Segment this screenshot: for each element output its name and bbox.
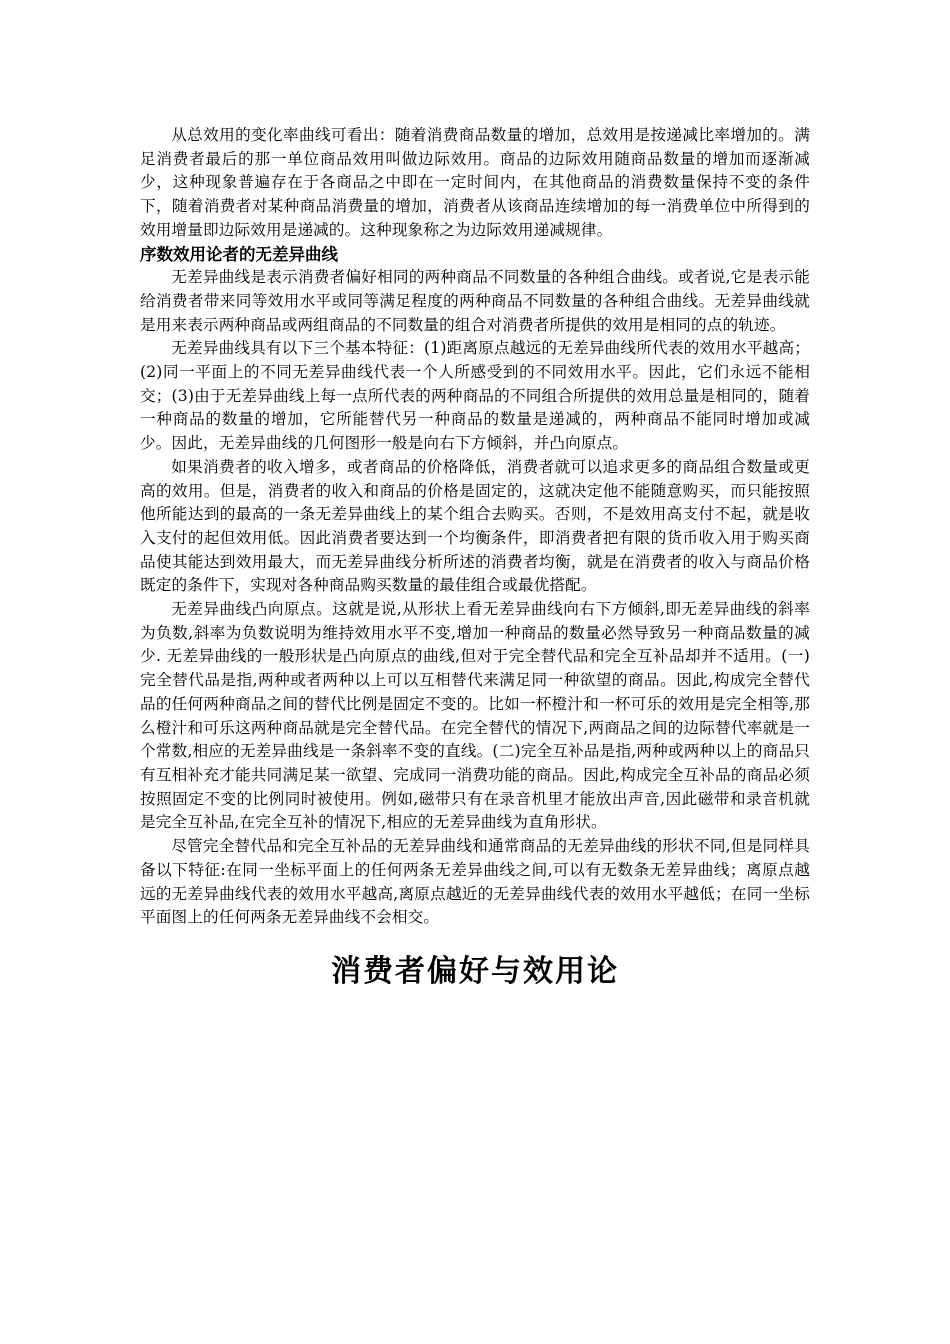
paragraph-consumer-equilibrium: 如果消费者的收入增多，或者商品的价格降低，消费者就可以追求更多的商品组合数量或更高的效用。但是，消费者的收入和商品的价格是固定的，这就决定他不能随意购买，而只能按照他所能达到的最高的一条无差异曲线上的某个组合去购买。否则，不是效用高支付不起，就是收入支付的起但效用低。因此消费者要达到一个均衡条件，即消费者把有限的货币收入用于购买商品使其能达到效用最大，而无差异曲线分析所述的消费者均衡，就是在消费者的收入与商品价格既定的条件下，实现对各种商品购买数量的最佳组合或最优搭配。	[140, 457, 810, 595]
section-heading: 序数效用论者的无差异曲线	[140, 244, 338, 264]
main-title: 消费者偏好与效用论	[331, 953, 619, 989]
paragraph-convex-to-origin: 无差异曲线凸向原点。这就是说,从形状上看无差异曲线向右下方倾斜,即无差异曲线的斜率为负数,斜率为负数说明为维持效用水平不变,增加一种商品的数量必然导致另一种商品数量的减少. 无差异曲线的一般形状是凸向原点的曲线,但对于完全替代品和完全互补品却并不适用。(一)完全替代品是指,两种或者两种以上可以互相替代来满足同一种欲望的商品。因此,构成完全替代品的任何两种商品之间的替代比例是固定不变的。比如一杯橙汁和一杯可乐的效用是完全相等,那么橙汁和可乐这两种商品就是完全替代品。在完全替代的情况下,两商品之间的边际替代率就是一个常数,相应的无差异曲线是一条斜率不变的直线。(二)完全互补品是指,两种或两种以上的商品只有互相补充才能共同满足某一欲望、完成同一消费功能的商品。因此,构成完全互补品的商品必须按照固定不变的比例同时被使用。例如,磁带只有在录音机里才能放出声音,因此磁带和录音机就是完全互补品,在完全互补的情况下,相应的无差异曲线为直角形状。	[140, 600, 810, 832]
document-page	[140, 124, 810, 994]
paragraph-common-features: 尽管完全替代品和完全互补品的无差异曲线和通常商品的无差异曲线的形状不同,但是同样具备以下特征:在同一坐标平面上的任何两条无差异曲线之间,可以有无数条无差异曲线；离原点越远的无差异曲线代表的效用水平越高,离原点越近的无差异曲线代表的效用水平越低；在同一坐标平面图上的任何两条无差异曲线不会相交。	[140, 837, 810, 927]
paragraph-indifference-features: 无差异曲线具有以下三个基本特征：(1)距离原点越远的无差异曲线所代表的效用水平越高；(2)同一平面上的不同无差异曲线代表一个人所感受到的不同效用水平。因此，它们永远不能相交；(3)由于无差异曲线上每一点所代表的两种商品的不同组合所提供的效用总量是相同的，随着一种商品的数量的增加，它所能替代另一种商品的数量是递减的，两种商品不能同时增加或减少。因此，无差异曲线的几何图形一般是向右下方倾斜，并凸向原点。	[140, 339, 810, 453]
paragraph-indifference-definition: 无差异曲线是表示消费者偏好相同的两种商品不同数量的各种组合曲线。或者说,它是表示能给消费者带来同等效用水平或同等满足程度的两种商品不同数量的各种组合曲线。无差异曲线就是用来表示两种商品或两组商品的不同数量的组合对消费者所提供的效用是相同的点的轨迹。	[140, 268, 810, 334]
paragraph-marginal-utility: 从总效用的变化率曲线可看出：随着消费商品数量的增加，总效用是按递减比率增加的。满足消费者最后的那一单位商品效用叫做边际效用。商品的边际效用随商品数量的增加而逐渐减少，这种现象普遍存在于各商品之中即在一定时间内，在其他商品的消费数量保持不变的条件下，随着消费者对某种商品消费量的增加，消费者从该商品连续增加的每一消费单位中所得到的效用增量即边际效用是递减的。这种现象称之为边际效用递减规律。	[140, 126, 810, 239]
